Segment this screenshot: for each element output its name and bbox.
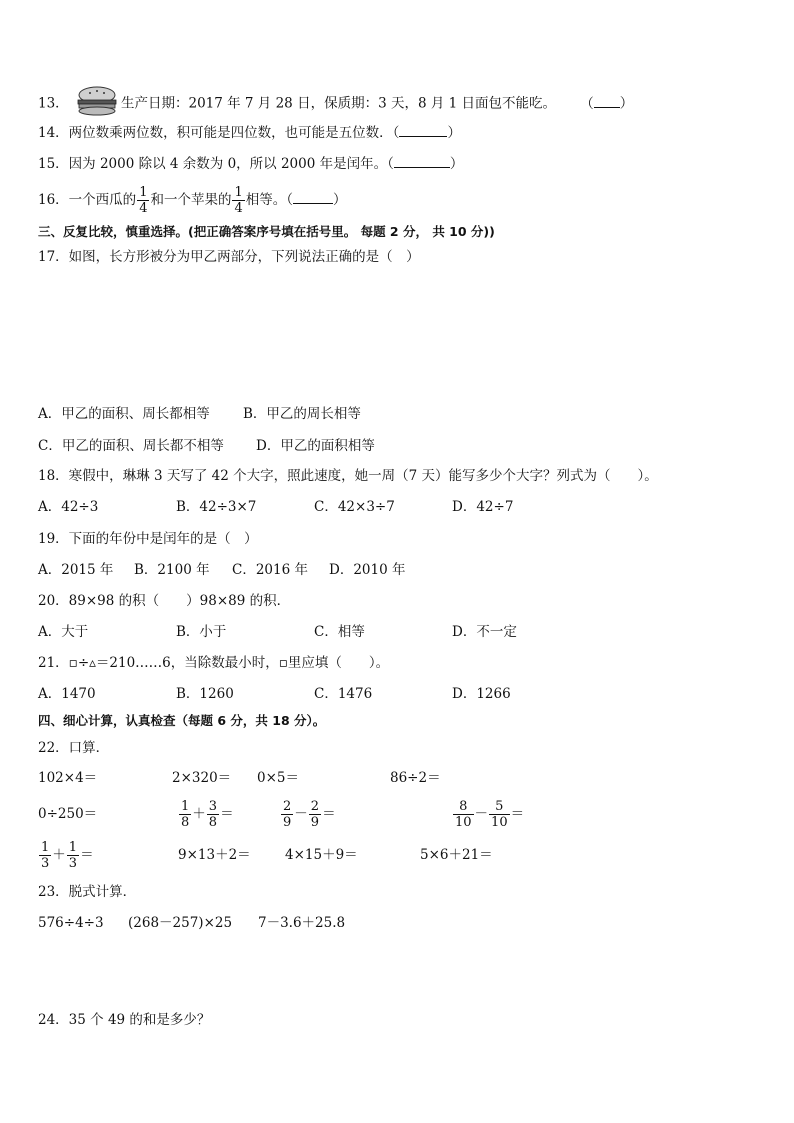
question-23: 23．脱式计算． (38, 884, 137, 900)
calc-fraction-item: $\frac{1}{3}$ ＋ $\frac{1}{3}$ ＝ (41, 840, 94, 871)
calc-fraction-item: $\frac{2}{9}$ － $\frac{2}{9}$ ＝ (283, 799, 336, 830)
question-20: 20．89×98 的积（ ）98×89 的积． (38, 593, 291, 609)
calc-fraction-item: $\frac{1}{8}$ ＋ $\frac{3}{8}$ ＝ (181, 799, 234, 830)
calc-item: 9×13＋2＝ (178, 847, 251, 863)
option-a[interactable]: A．42÷3 (38, 499, 99, 515)
option-c[interactable]: C．相等 (314, 624, 365, 640)
hamburger-icon (75, 86, 119, 122)
fraction: $\frac{1}{4}$ (234, 185, 243, 216)
calc-item: 0÷250＝ (38, 806, 98, 822)
option-a[interactable]: A．大于 (38, 624, 89, 640)
option-b[interactable]: B．1260 (176, 686, 234, 702)
option-a[interactable]: A．2015 年 (38, 562, 114, 578)
question-number: 13． (38, 95, 69, 112)
calc-item: 4×15＋9＝ (285, 847, 358, 863)
option-d[interactable]: D．不一定 (452, 624, 517, 640)
question-16: 16．一个西瓜的 $\frac{1}{4}$ 和一个苹果的 $\frac{1}{4}$ 相等。（ ） (38, 185, 347, 216)
question-19: 19．下面的年份中是闰年的是（ ） (38, 531, 258, 547)
question-18: 18．寒假中，琳琳 3 天写了 42 个大字，照此速度，她一周（7 天）能写多少个大字？列式为（ ）。 (38, 468, 658, 484)
question-14: 14．两位数乘两位数，积可能是四位数，也可能是五位数．（ ） (38, 125, 461, 141)
question-21: 21．▫÷▵＝210……6，当除数最小时，▫里应填（ ）。 (38, 655, 390, 671)
option-d[interactable]: D．甲乙的面积相等 (256, 438, 375, 454)
option-b[interactable]: B．甲乙的周长相等 (243, 406, 361, 422)
calc-fraction-item: $\frac{8}{10}$ － $\frac{5}{10}$ ＝ (455, 799, 525, 830)
section-4-heading: 四、细心计算，认真检查（每题 6 分，共 18 分）。 (38, 713, 326, 728)
option-d[interactable]: D．2010 年 (329, 562, 406, 578)
answer-blank[interactable] (394, 154, 450, 168)
question-text: 生产日期：2017 年 7 月 28 日，保质期：3 天，8 月 1 日面包不能吃。 (120, 95, 556, 112)
question-24: 24．35 个 49 的和是多少？ (38, 1012, 211, 1028)
question-17: 17．如图，长方形被分为甲乙两部分，下列说法正确的是（ ） (38, 249, 420, 265)
answer-blank[interactable] (594, 94, 620, 108)
option-b[interactable]: B．小于 (176, 624, 227, 640)
question-22: 22．口算． (38, 740, 110, 756)
calc-item: 576÷4÷3 (38, 915, 104, 931)
fraction: $\frac{1}{4}$ (139, 185, 148, 216)
calc-item: 7－3.6＋25.8 (258, 915, 346, 931)
calc-item: 86÷2＝ (390, 770, 441, 786)
section-3-heading: 三、反复比较，慎重选择。(把正确答案序号填在括号里。 每题 2 分， 共 10 分)) (38, 224, 495, 239)
calc-item: 2×320＝ (172, 770, 232, 786)
option-d[interactable]: D．1266 (452, 686, 511, 702)
option-c[interactable]: C．2016 年 (232, 562, 308, 578)
calc-item: (268－257)×25 (128, 915, 233, 931)
answer-blank[interactable] (399, 123, 447, 137)
option-b[interactable]: B．2100 年 (134, 562, 210, 578)
option-c[interactable]: C．甲乙的面积、周长都不相等 (38, 438, 224, 454)
question-13: 13． 生产日期：2017 年 7 月 28 日，保质期：3 天，8 月 1 日面包不能吃。 （ ） (38, 86, 633, 122)
calc-item: 5×6＋21＝ (420, 847, 493, 863)
answer-blank[interactable] (293, 190, 333, 204)
question-15: 15．因为 2000 除以 4 余数为 0，所以 2000 年是闰年。（ ） (38, 156, 464, 172)
option-a[interactable]: A．甲乙的面积、周长都相等 (38, 406, 210, 422)
option-a[interactable]: A．1470 (38, 686, 96, 702)
calc-item: 102×4＝ (38, 770, 98, 786)
calc-item: 0×5＝ (257, 770, 299, 786)
option-c[interactable]: C．1476 (314, 686, 373, 702)
option-c[interactable]: C．42×3÷7 (314, 499, 395, 515)
option-d[interactable]: D．42÷7 (452, 499, 514, 515)
option-b[interactable]: B．42÷3×7 (176, 499, 257, 515)
